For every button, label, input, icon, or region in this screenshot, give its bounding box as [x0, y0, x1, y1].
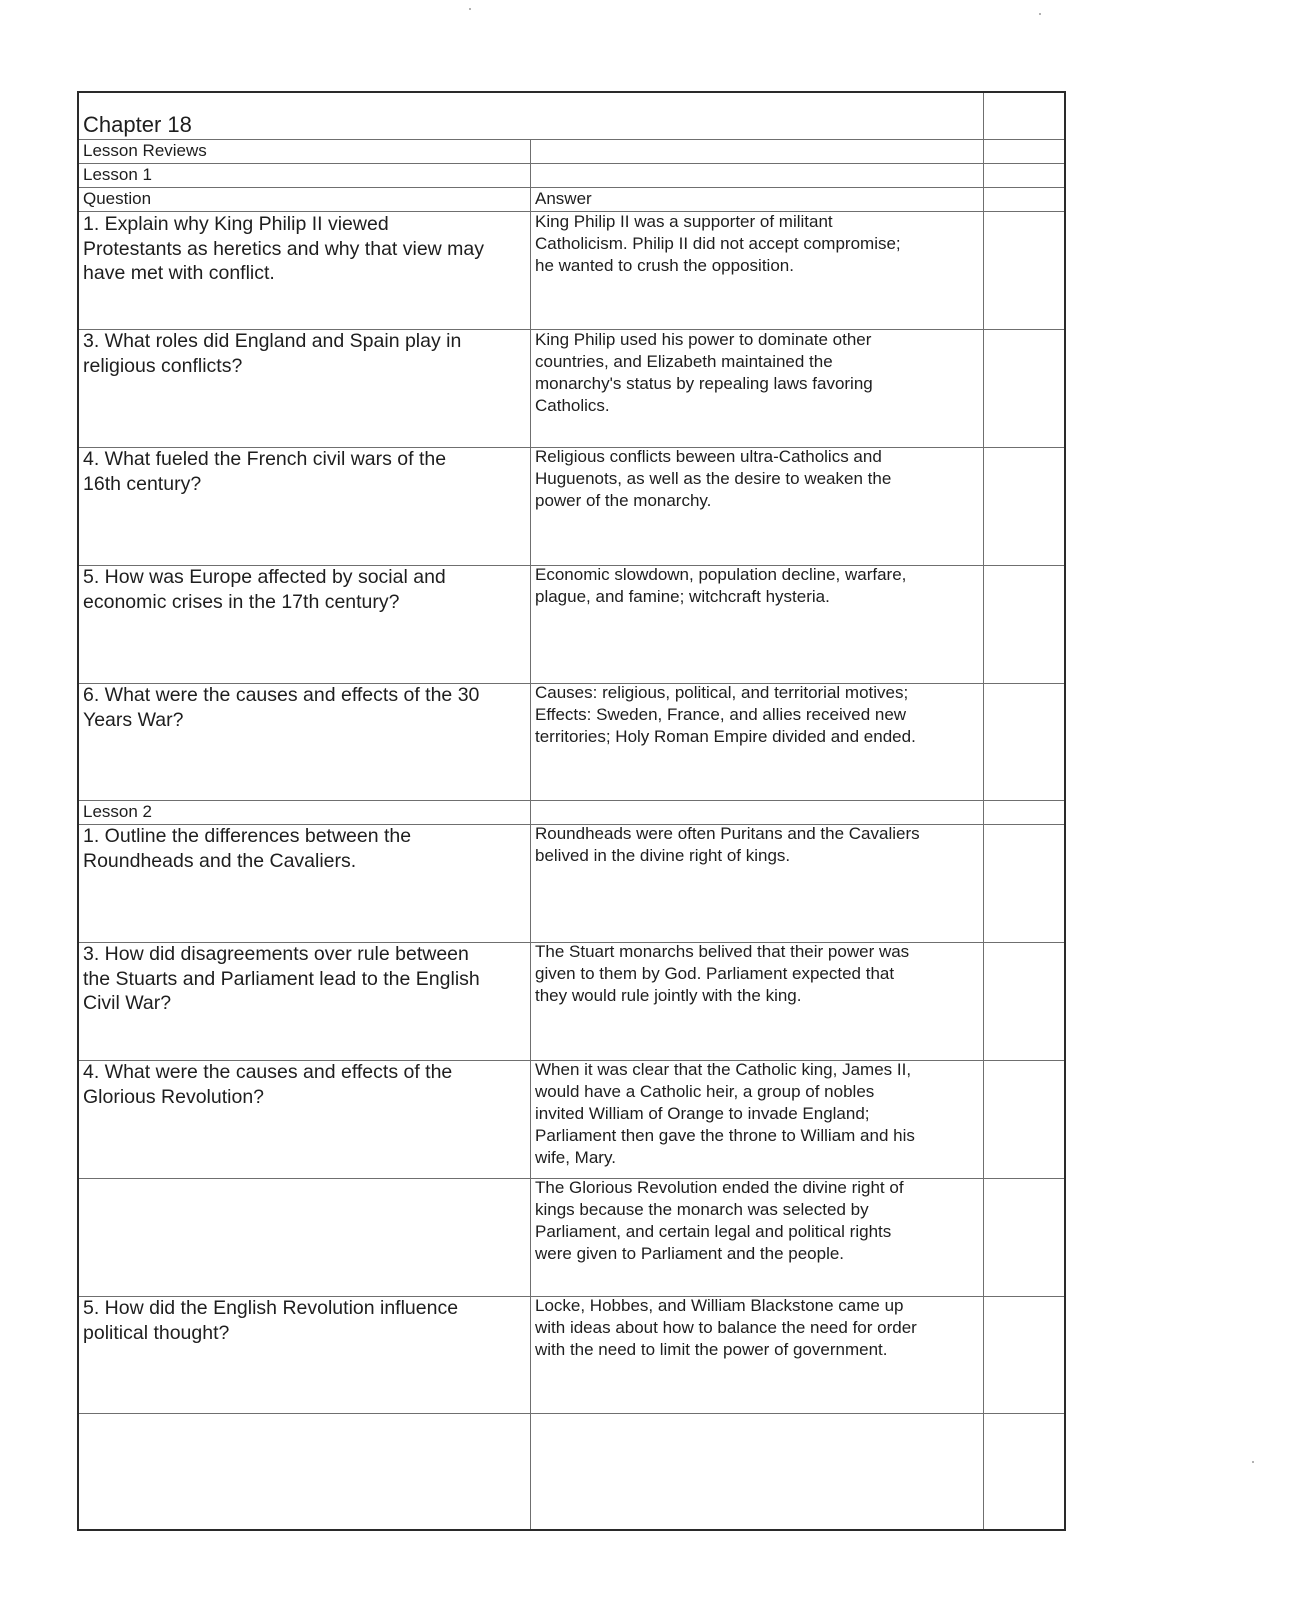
lesson-2-label: Lesson 2 [83, 802, 152, 821]
answer-column-header: Answer [535, 189, 592, 208]
question-cell: 6. What were the causes and effects of the 30 Years War? [83, 684, 480, 731]
answer-cell: Religious conflicts beween ultra-Catholics and Huguenots, as well as the desire to weaken the power of the monarchy. [535, 447, 892, 510]
question-cell: 3. What roles did England and Spain play in religious conflicts? [83, 330, 462, 377]
question-cell: 4. What fueled the French civil wars of the 16th century? [83, 448, 447, 495]
lesson-1-label: Lesson 1 [83, 165, 152, 184]
answer-cell: When it was clear that the Catholic king, James II, would have a Catholic heir, a group of nobles invited William of Orange to invade England; Parliament then gave the throne to William and his wife, Mary. [535, 1060, 915, 1167]
question-cell: 1. Outline the differences between the Roundheads and the Cavaliers. [83, 825, 412, 872]
question-cell: 5. How was Europe affected by social and economic crises in the 17th century? [83, 566, 446, 613]
row-divider [79, 163, 1064, 164]
question-cell: 1. Explain why King Philip II viewed Protestants as heretics and why that view may have met with conflict. [83, 213, 485, 284]
row-divider [79, 1413, 1064, 1414]
answer-cell: Roundheads were often Puritans and the Cavaliers belived in the divine right of kings. [535, 824, 920, 865]
question-cell: 5. How did the English Revolution influence political thought? [83, 1297, 459, 1344]
question-cell: 4. What were the causes and effects of the Glorious Revolution? [83, 1061, 453, 1108]
column-divider-question-answer [530, 139, 531, 1529]
answer-cell: Locke, Hobbes, and William Blackstone came up with ideas about how to balance the need for order with the need to limit the power of government. [535, 1296, 917, 1359]
column-divider-answer-extra [983, 93, 984, 1529]
scan-speck [469, 8, 471, 10]
row-divider [79, 139, 1064, 140]
review-table [77, 91, 1066, 1531]
answer-cell: The Stuart monarchs belived that their power was given to them by God. Parliament expected that they would rule jointly with the king. [535, 942, 910, 1005]
row-divider [79, 800, 1064, 801]
answer-cell: King Philip II was a supporter of militant Catholicism. Philip II did not accept compromise; he wanted to crush the opposition. [535, 212, 901, 275]
scan-speck [1039, 13, 1041, 15]
question-column-header: Question [83, 189, 152, 208]
lesson-reviews-label: Lesson Reviews [83, 141, 207, 160]
answer-cell: Economic slowdown, population decline, warfare, plague, and famine; witchcraft hysteria. [535, 565, 907, 606]
question-cell: 3. How did disagreements over rule between the Stuarts and Parliament lead to the English Civil War? [83, 943, 480, 1014]
answer-cell: The Glorious Revolution ended the divine right of kings because the monarch was selected by Parliament, and certain legal and political rights were given to Parliament and the people. [535, 1178, 904, 1263]
answer-cell: Causes: religious, political, and territorial motives; Effects: Sweden, France, and allies received new territories; Holy Roman Empire divided and ended. [535, 683, 916, 746]
chapter-title: Chapter 18 [83, 112, 192, 137]
answer-cell: King Philip used his power to dominate other countries, and Elizabeth maintained the monarchy's status by repealing laws favoring Catholics. [535, 330, 873, 415]
scan-speck [1252, 1461, 1254, 1463]
